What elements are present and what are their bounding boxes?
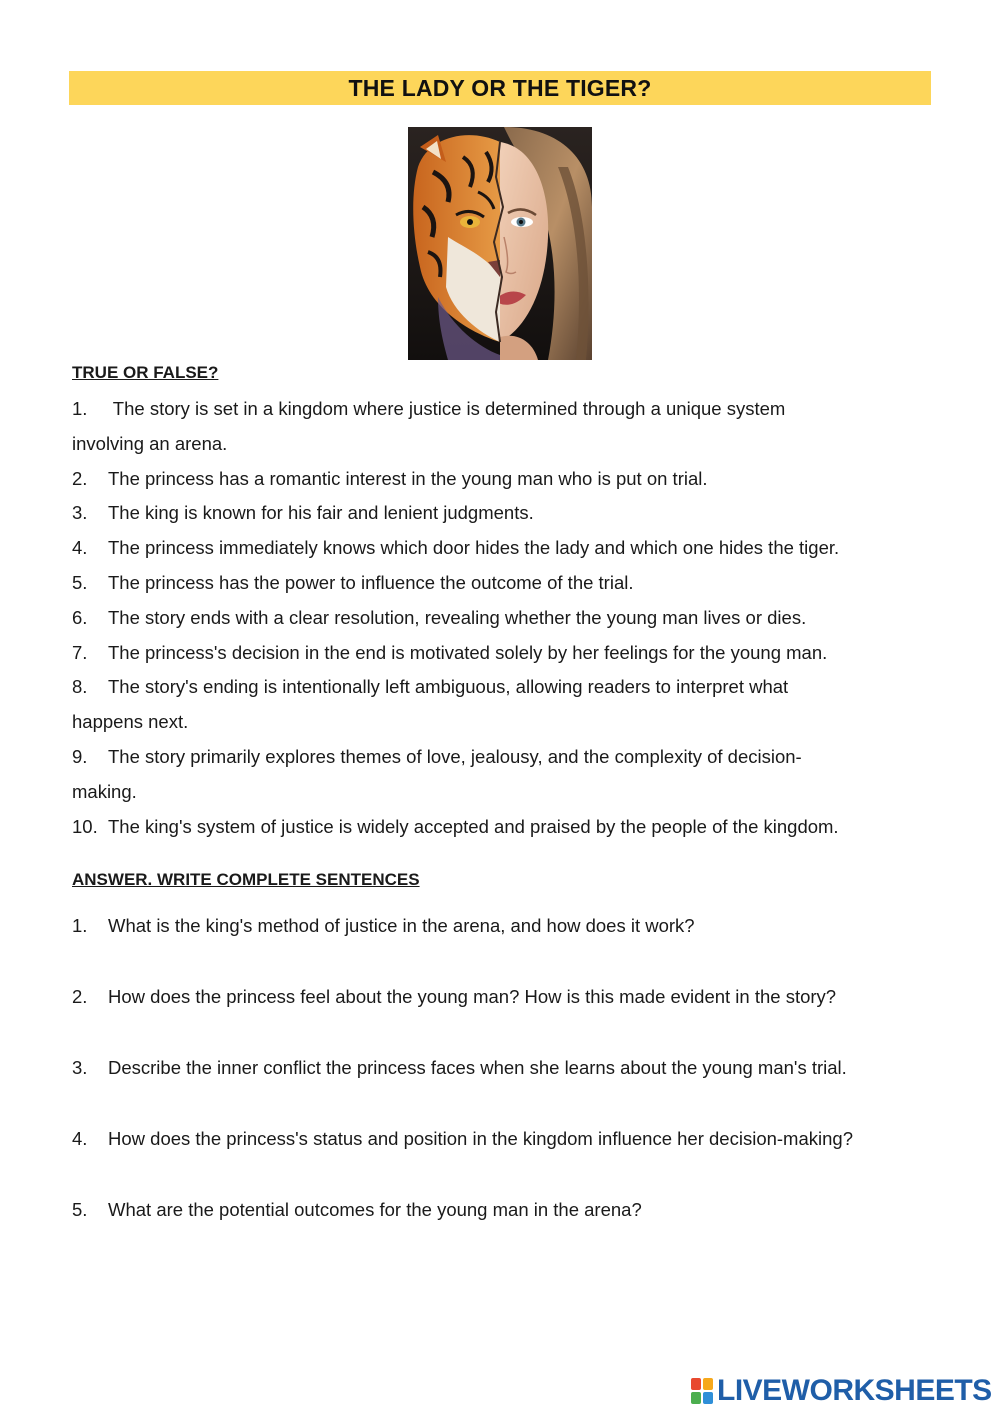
true-false-item-3 [72, 496, 932, 531]
item-text: The princess has the power to influence the outcome of the trial. [108, 571, 634, 593]
item-text: The story is set in a kingdom where justice is determined through a unique system [108, 398, 786, 419]
logo-block [691, 1378, 701, 1390]
item-number: 8. [72, 676, 88, 698]
question-number: 3. [72, 1057, 88, 1078]
true-false-item-4 [72, 531, 932, 566]
liveworksheets-brand [691, 1374, 992, 1408]
tiger-lady-illustration [408, 127, 592, 360]
true-false-item-1 [72, 392, 932, 462]
true-false-item-6 [72, 601, 932, 636]
true-false-item-5 [72, 566, 932, 601]
item-number: 6. [72, 606, 88, 628]
logo-block [703, 1378, 713, 1390]
item-number: 5. [72, 571, 88, 593]
question-item-4 [72, 1125, 952, 1196]
answer-heading: ANSWER. WRITE COMPLETE SENTENCES [72, 870, 420, 889]
item-text-continuation: making. [72, 780, 137, 802]
item-text: The story primarily explores themes of love, jealousy, and the complexity of decision- [108, 745, 802, 767]
page-title: THE LADY OR THE TIGER? [348, 74, 652, 101]
true-false-list [72, 392, 932, 844]
question-number: 4. [72, 1128, 88, 1149]
liveworksheets-logo-icon [691, 1378, 713, 1404]
question-item-3 [72, 1054, 952, 1125]
item-text: The princess has a romantic interest in the young man who is put on trial. [108, 467, 708, 489]
question-number: 2. [72, 986, 88, 1007]
true-false-item-10 [72, 810, 932, 845]
item-text: The princess's decision in the end is motivated solely by her feelings for the young man. [108, 641, 828, 663]
question-text: Describe the inner conflict the princess faces when she learns about the young man's trial. [108, 1057, 847, 1078]
title-banner [69, 71, 931, 105]
item-number: 3. [72, 502, 88, 524]
item-text: The king's system of justice is widely accepted and praised by the people of the kingdom. [108, 815, 839, 837]
question-text: What are the potential outcomes for the young man in the arena? [108, 1199, 642, 1220]
brand-name: LIVEWORKSHEETS [717, 1374, 992, 1407]
answer-question-list [72, 912, 952, 1267]
item-number: 9. [72, 745, 88, 767]
question-number: 5. [72, 1199, 88, 1220]
question-text: How does the princess's status and position in the kingdom influence her decision-making? [108, 1128, 853, 1149]
logo-block [703, 1392, 713, 1404]
item-number: 1. [72, 398, 88, 419]
question-text: What is the king's method of justice in the arena, and how does it work? [108, 915, 695, 936]
item-text: The king is known for his fair and lenient judgments. [108, 502, 534, 524]
item-text: The story ends with a clear resolution, revealing whether the young man lives or dies. [108, 606, 807, 628]
logo-block [691, 1392, 701, 1404]
item-text: The story's ending is intentionally left ambiguous, allowing readers to interpret what [108, 676, 789, 698]
true-false-heading: TRUE OR FALSE? [72, 363, 219, 382]
item-number: 2. [72, 467, 88, 489]
item-text: The princess immediately knows which door hides the lady and which one hides the tiger. [108, 537, 840, 559]
true-false-item-8 [72, 670, 932, 740]
item-number: 7. [72, 641, 88, 663]
item-number: 10. [72, 815, 98, 837]
question-item-2 [72, 983, 952, 1054]
item-number: 4. [72, 537, 88, 559]
item-text-continuation: involving an arena. [72, 432, 228, 454]
question-number: 1. [72, 915, 88, 936]
question-text: How does the princess feel about the young man? How is this made evident in the story? [108, 986, 837, 1007]
item-text-continuation: happens next. [72, 711, 189, 733]
true-false-item-9 [72, 740, 932, 810]
true-false-item-2 [72, 462, 932, 497]
true-false-item-7 [72, 636, 932, 671]
question-item-1 [72, 912, 952, 983]
question-item-5 [72, 1196, 952, 1267]
